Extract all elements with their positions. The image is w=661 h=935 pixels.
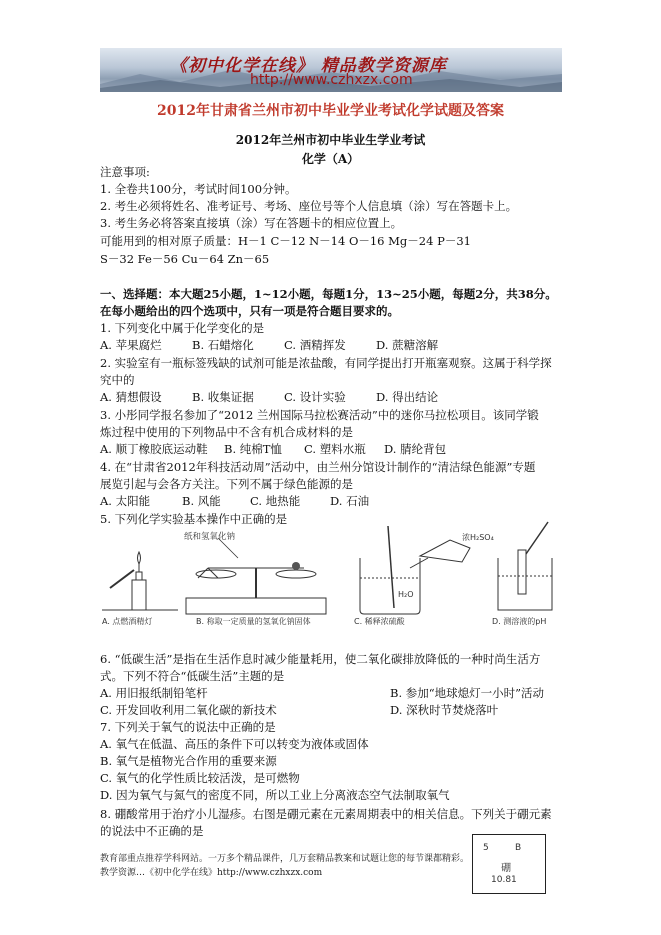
q6-option-c: C. 开发回收利用二氧化碳的新技术: [100, 703, 277, 717]
q1-stem: 1. 下列变化中属于化学变化的是: [100, 321, 265, 335]
periodic-element-box: [472, 834, 546, 894]
subject-title: 化学（A）: [301, 152, 360, 166]
figure-d-caption: D. 测溶液的pH: [492, 617, 547, 626]
q1-option-d: D. 蔗糖溶解: [376, 338, 439, 352]
q4-stem-cont: 展览引起与会各方关注。下列不属于绿色能源的是: [100, 477, 353, 491]
notes-heading: 注意事项:: [100, 165, 150, 179]
q2-option-a: A. 猜想假设: [100, 390, 162, 404]
q4-option-c: C. 地热能: [250, 494, 301, 508]
q6-option-d: D. 深秋时节焚烧落叶: [390, 703, 499, 717]
q1-option-c: C. 酒精挥发: [284, 338, 346, 352]
q7-option-b: B. 氧气是植物光合作用的重要来源: [100, 754, 277, 768]
banner-url[interactable]: http://www.czhxzx.com: [250, 72, 413, 88]
q5-stem: 5. 下列化学实验基本操作中正确的是: [100, 512, 288, 526]
q6-stem: 6. “低碳生活”是指在生活作息时减少能量耗用，使二氧化碳排放降低的一种时尚生活方: [100, 652, 541, 666]
q3-option-d: D. 腈纶背包: [384, 442, 447, 456]
footer-line-2[interactable]: 教学资源…《初中化学在线》http://www.czhxzx.com: [100, 868, 323, 878]
exam-title: 2012年兰州市初中毕业生学业考试: [235, 133, 426, 147]
figure-b-label: 纸和氢氧化钠: [184, 532, 236, 542]
q6-option-b: B. 参加“地球熄灯一小时”活动: [390, 686, 545, 700]
q2-option-b: B. 收集证据: [192, 390, 254, 404]
q3-stem-cont: 炼过程中使用的下列物品中不含有机合成材料的是: [100, 425, 353, 439]
section-heading: 一、选择题：本大题25小题，1~12小题，每题1分，13~25小题，每题2分，共38分。: [100, 287, 557, 301]
q4-stem: 4. 在“甘肃省2012年科技活动周”活动中，由兰州分馆设计制作的“清洁绿色能源”专题: [100, 460, 536, 474]
q3-option-c: C. 塑料水瓶: [304, 442, 366, 456]
q2-stem-cont: 究中的: [100, 373, 135, 387]
banner-title: 《初中化学在线》 精品教学资源库: [170, 56, 447, 76]
q4-option-b: B. 风能: [182, 494, 221, 508]
footer-line-1: 教育部重点推荐学科网站。一万多个精品课件，几万套精品教案和试题让您的每节课都精彩。: [100, 854, 470, 864]
figure-c-acid: 浓H₂SO₄: [462, 533, 494, 542]
q8-stem-cont: 的说法中不正确的是: [100, 824, 204, 838]
note-item-2: 2. 考生必须将姓名、准考证号、考场、座位号等个人信息填（涂）写在答题卡上。: [100, 199, 518, 213]
q2-option-d: D. 得出结论: [376, 390, 439, 404]
figure-a: [100, 518, 180, 630]
q8-stem: 8. 硼酸常用于治疗小儿湿疹。右图是硼元素在元素周期表中的相关信息。下列关于硼元素: [100, 807, 552, 821]
q7-option-d: D. 因为氧气与氮气的密度不同，所以工业上分离液态空气法制取氧气: [100, 788, 450, 802]
q6-option-a: A. 用旧报纸制铅笔杆: [100, 686, 208, 700]
figure-c-caption: C. 稀释浓硫酸: [354, 617, 405, 626]
q7-stem: 7. 下列关于氧气的说法中正确的是: [100, 720, 276, 734]
footer: [100, 852, 470, 880]
atomic-mass-line-2: S－32 Fe－56 Cu－64 Zn－65: [100, 252, 270, 266]
figure-c: [350, 518, 494, 630]
q3-stem: 3. 小彤同学报名参加了“2012 兰州国际马拉松赛活动”中的迷你马拉松项目。该同学锻: [100, 408, 539, 422]
figure-a-caption: A. 点燃酒精灯: [102, 617, 153, 626]
q3-option-a: A. 顺丁橡胶底运动鞋: [100, 442, 208, 456]
q6-stem-cont: 式。下列不符合“低碳生活”主题的是: [100, 669, 285, 683]
q2-option-c: C. 设计实验: [284, 390, 346, 404]
q7-option-a: A. 氧气在低温、高压的条件下可以转变为液体或固体: [100, 737, 369, 751]
element-number: 5: [483, 843, 489, 853]
q2-stem: 2. 实验室有一瓶标签残缺的试剂可能是浓盐酸，有同学提出打开瓶塞观察。这属于科学探: [100, 356, 552, 370]
q7-option-c: C. 氧气的化学性质比较活泼，是可燃物: [100, 771, 300, 785]
section-instructions: 在每小题给出的四个选项中，只有一项是符合题目要求的。: [100, 304, 399, 318]
figure-b: [178, 518, 338, 630]
atomic-mass-line-1: 可能用到的相对原子质量：H－1 C－12 N－14 O－16 Mg－24 P－31: [100, 234, 471, 248]
element-symbol: B: [515, 843, 522, 853]
q4-option-d: D. 石油: [330, 494, 370, 508]
note-item-1: 1. 全卷共100分，考试时间100分钟。: [100, 182, 297, 196]
element-mass: 10.81: [491, 875, 517, 885]
q3-option-b: B. 纯棉T恤: [224, 442, 282, 456]
figure-c-water: H₂O: [398, 590, 414, 599]
q1-option-a: A. 苹果腐烂: [100, 338, 162, 352]
page-title: 2012年甘肃省兰州市初中毕业学业考试化学试题及答案: [157, 103, 504, 119]
header-banner: [100, 48, 562, 92]
figure-b-caption: B. 称取一定质量的氢氧化钠固体: [196, 617, 311, 626]
figure-d: [490, 518, 570, 630]
element-name: 硼: [501, 863, 511, 874]
q1-option-b: B. 石蜡熔化: [192, 338, 254, 352]
note-item-3: 3. 考生务必将答案直接填（涂）写在答题卡的相应位置上。: [100, 216, 403, 230]
q4-option-a: A. 太阳能: [100, 494, 151, 508]
